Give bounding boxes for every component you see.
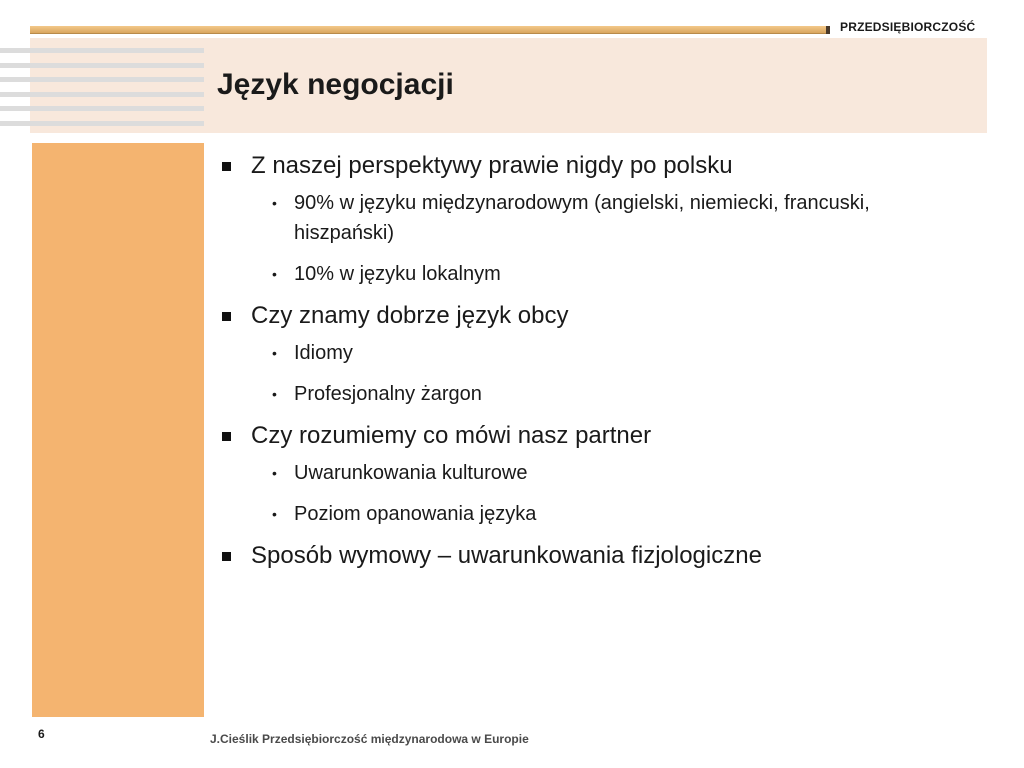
sub-bullet-item [220, 259, 940, 289]
stripe [0, 121, 204, 126]
slide-content [220, 150, 940, 578]
bullet-item [220, 420, 940, 452]
dot-bullet-icon: • [272, 506, 277, 522]
brand-label: PRZEDSIĘBIORCZOŚĆ [840, 20, 976, 34]
square-bullet-icon [222, 312, 231, 321]
sub-bullet-text: 90% w języku międzynarodowym (angielski, niemiecki, francuski, hiszpański) [294, 192, 870, 244]
square-bullet-icon [222, 162, 231, 171]
sub-bullet-item [220, 379, 940, 409]
dot-bullet-icon: • [272, 465, 277, 481]
bullet-text: Z naszej perspektywy prawie nigdy po polsku [251, 152, 733, 179]
sub-bullet-item [220, 458, 940, 488]
sub-bullet-text: Idiomy [294, 342, 353, 364]
sub-bullet-text: 10% w języku lokalnym [294, 263, 501, 285]
bullet-text: Czy znamy dobrze język obcy [251, 302, 569, 329]
stripe [0, 63, 204, 68]
page-number: 6 [38, 727, 45, 741]
bullet-text: Sposób wymowy – uwarunkowania fizjologiczne [251, 542, 762, 569]
top-accent-bar-end [826, 26, 830, 34]
bullet-item [220, 150, 940, 182]
top-accent-bar [30, 26, 830, 33]
square-bullet-icon [222, 432, 231, 441]
sub-bullet-text: Uwarunkowania kulturowe [294, 462, 528, 484]
bullet-item [220, 540, 940, 572]
bullet-text: Czy rozumiemy co mówi nasz partner [251, 422, 652, 449]
stripe [0, 48, 204, 53]
decorative-stripes [0, 48, 204, 135]
sub-bullet-item [220, 188, 940, 248]
footer-text: J.Cieślik Przedsiębiorczość międzynarodowa w Europie [210, 732, 529, 746]
stripe [0, 106, 204, 111]
dot-bullet-icon: • [272, 266, 277, 282]
dot-bullet-icon: • [272, 386, 277, 402]
top-accent-line [30, 33, 830, 34]
slide-title: Język negocjacji [217, 68, 454, 101]
square-bullet-icon [222, 552, 231, 561]
side-accent-column [32, 143, 204, 717]
sub-bullet-item [220, 338, 940, 368]
stripe [0, 92, 204, 97]
sub-bullet-text: Profesjonalny żargon [294, 383, 482, 405]
sub-bullet-item [220, 499, 940, 529]
stripe [0, 77, 204, 82]
bullet-item [220, 300, 940, 332]
dot-bullet-icon: • [272, 195, 277, 211]
dot-bullet-icon: • [272, 345, 277, 361]
sub-bullet-text: Poziom opanowania języka [294, 503, 537, 525]
